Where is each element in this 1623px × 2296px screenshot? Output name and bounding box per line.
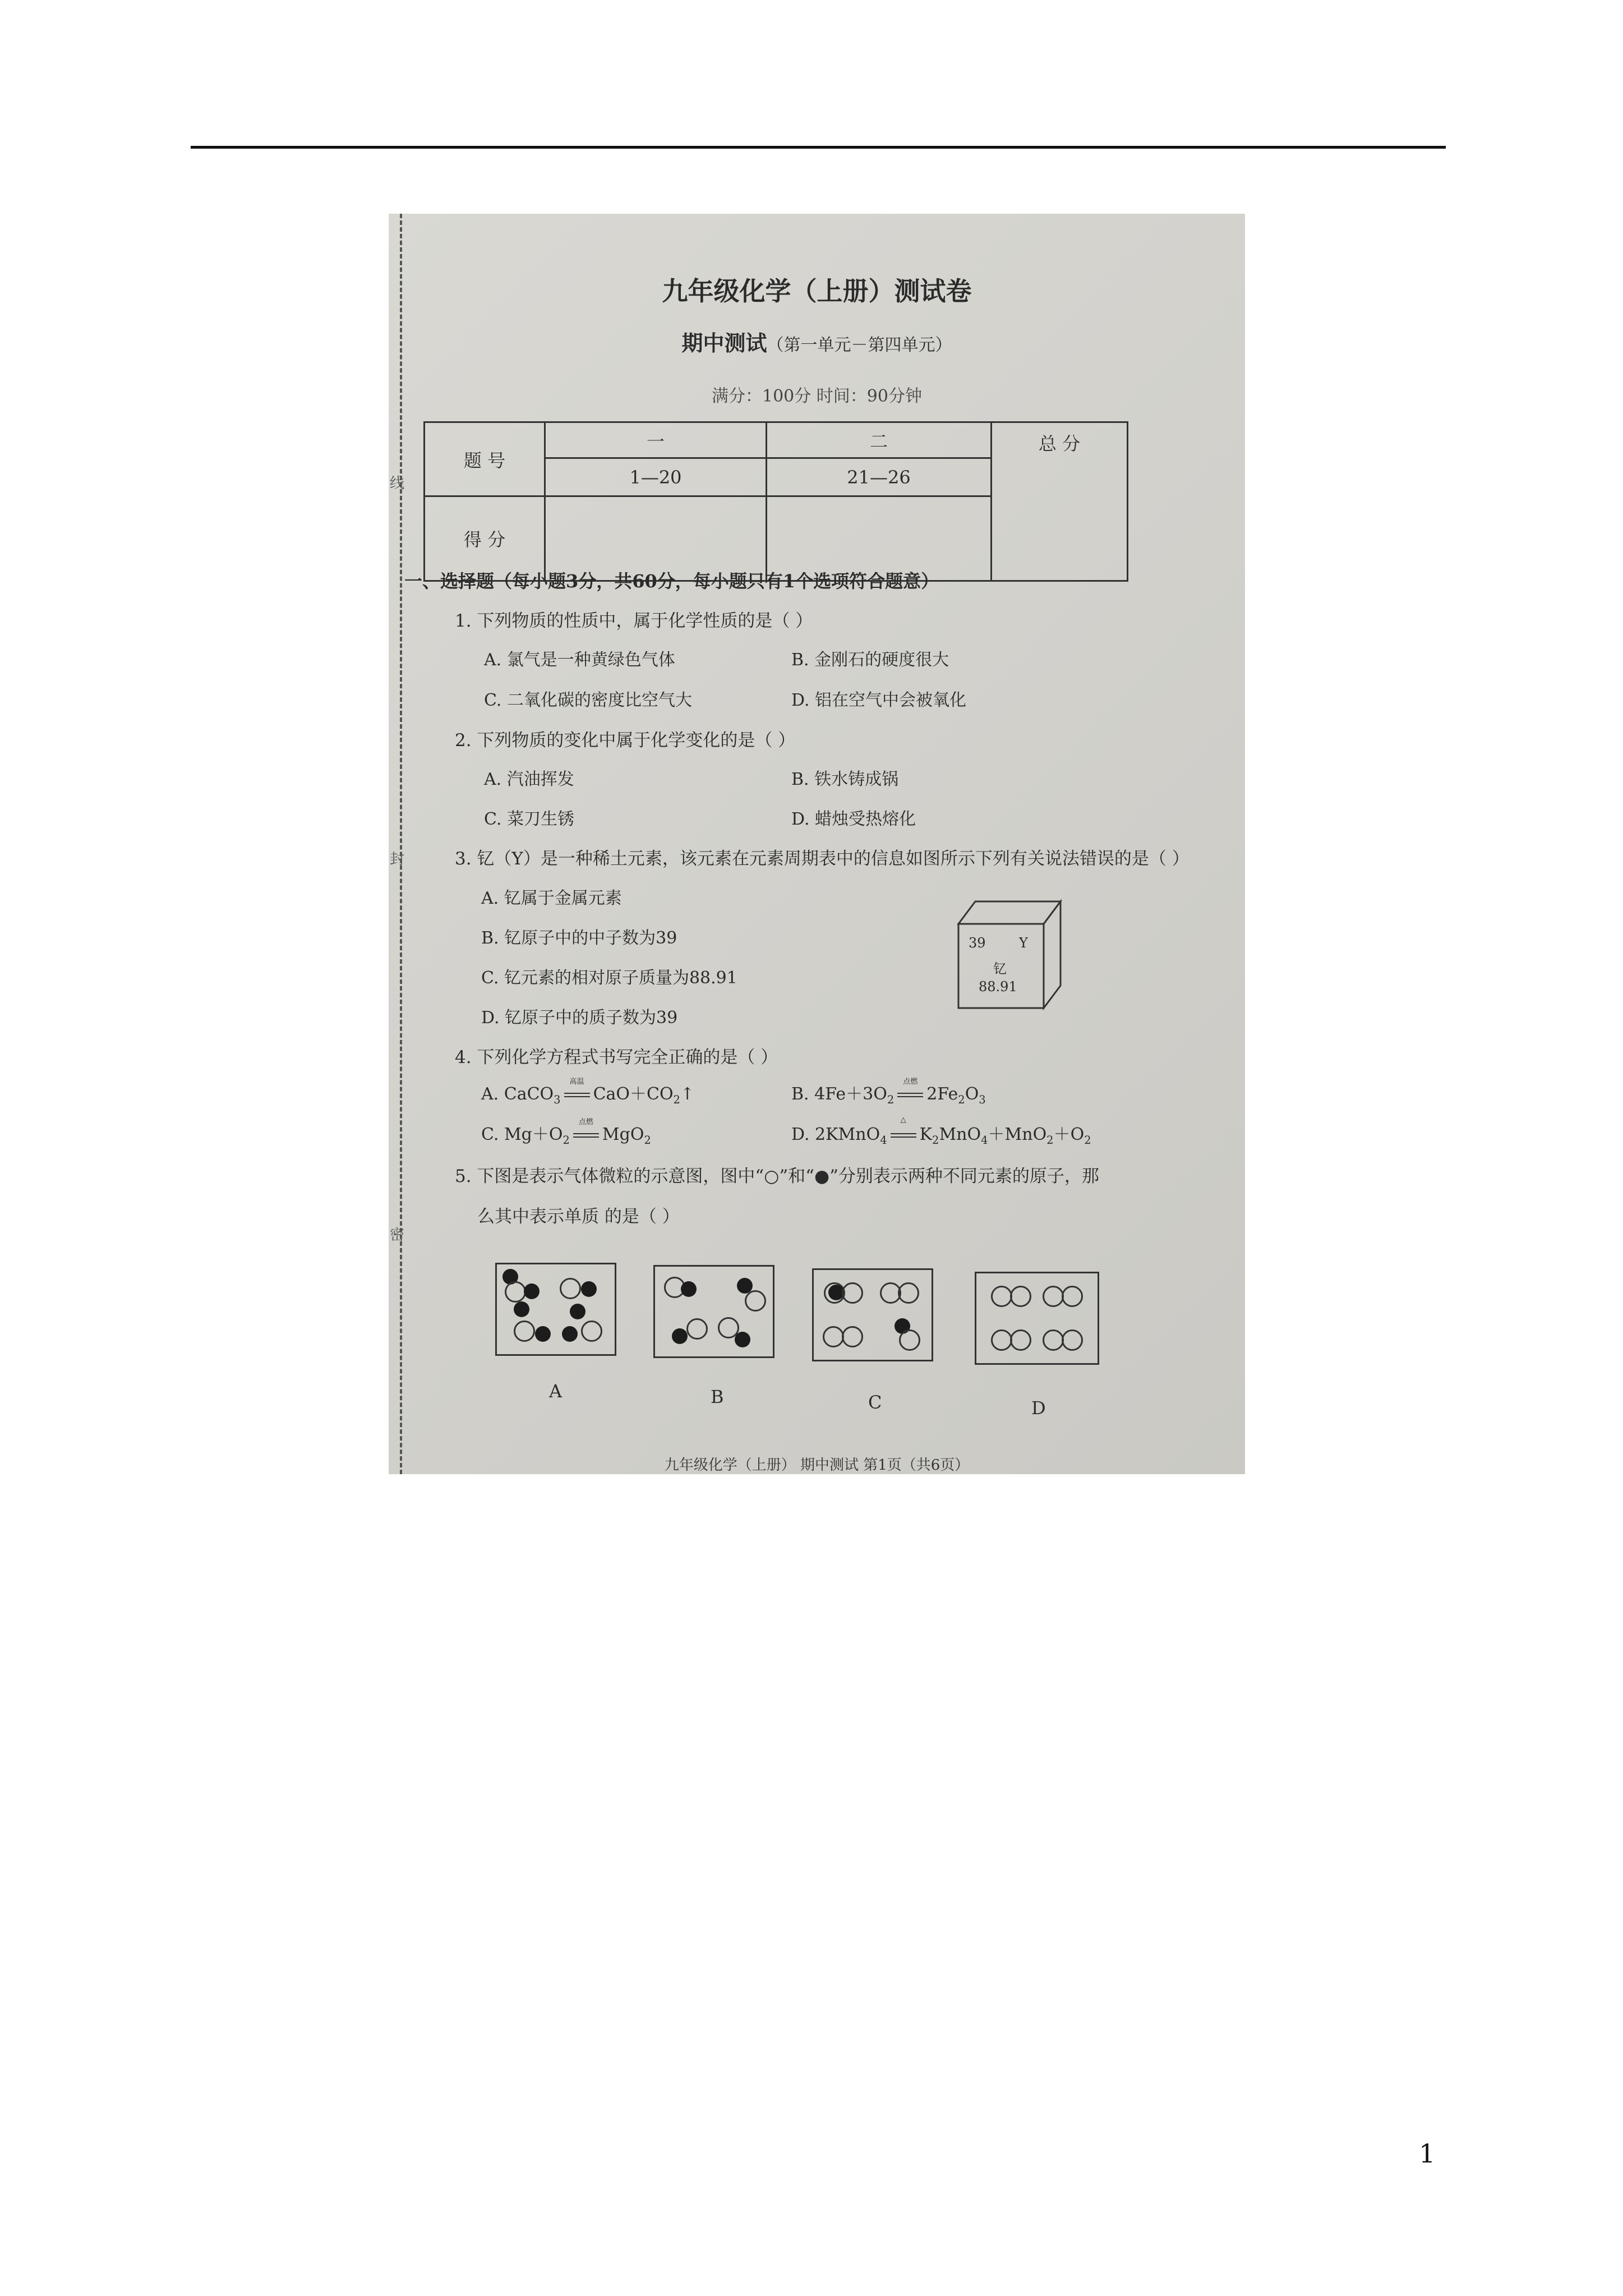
light-atom [991, 1329, 1012, 1351]
dark-atom [672, 1328, 688, 1344]
light-atom [745, 1290, 766, 1312]
exam-footer: 九年级化学（上册） 期中测试 第1页（共6页） [664, 1457, 970, 1474]
element-card [956, 898, 1063, 1013]
exam-photo [389, 214, 1245, 1474]
q2-option-c: C. 菜刀生锈 [484, 809, 574, 829]
section-heading: 一、选择题（每小题3分，共60分，每小题只有1个选项符合题意） [404, 570, 939, 592]
q4-option-a: A. CaCO$_3$ 高温 $CaO+CO_2↑$ [481, 1078, 695, 1106]
subtitle-main: 期中测试 [681, 330, 767, 356]
row-label-score: 得 分 [425, 496, 545, 581]
col1-header: 一 [545, 422, 767, 458]
binding-char: 封 [390, 851, 405, 868]
dark-atom [570, 1304, 585, 1319]
dark-atom [562, 1326, 578, 1342]
col2-range: 21—26 [767, 458, 992, 496]
light-atom [581, 1320, 602, 1342]
light-atom [823, 1326, 844, 1347]
exam-title: 九年级化学（上册）测试卷 [662, 276, 972, 306]
particle-box-d [975, 1272, 1099, 1365]
q3-option-d: D. 钇原子中的质子数为39 [481, 1008, 678, 1028]
light-atom [514, 1320, 535, 1342]
question-5-line2: 么其中表示单质 的是（ ） [477, 1207, 680, 1227]
exam-meta: 满分：100分 时间：90分钟 [712, 386, 922, 406]
col1-range: 1—20 [545, 458, 767, 496]
light-atom [1062, 1286, 1083, 1307]
dark-atom [535, 1326, 551, 1342]
subtitle-range: （第一单元－第四单元） [767, 335, 952, 355]
question-1: 1. 下列物质的性质中，属于化学性质的是（ ） [455, 611, 813, 631]
q3-option-a: A. 钇属于金属元素 [481, 889, 622, 908]
light-atom [560, 1278, 581, 1299]
diagram-label-d: D [1031, 1397, 1046, 1419]
q4-option-d: D. 2KMnO$_4$ △ $K_2MnO_4+MnO_2+O_2$ [791, 1116, 1091, 1147]
q1-option-a: A. 氯气是一种黄绿色气体 [484, 650, 675, 670]
q4-option-b: B. $4Fe+3O_2$ 点燃 $2Fe_2O_3$ [791, 1078, 986, 1106]
light-atom [1010, 1286, 1031, 1307]
element-mass: 88.91 [979, 979, 1017, 995]
diagram-label-a: A [549, 1381, 562, 1402]
diagram-label-c: C [868, 1392, 882, 1413]
score-table [423, 421, 1128, 582]
dark-atom [524, 1283, 540, 1299]
light-atom [686, 1318, 708, 1340]
binding-char: 密 [390, 1227, 405, 1244]
element-name: 钇 [993, 961, 1007, 977]
q4-option-c: C. $Mg+O_2$ 点燃 MgO$_2$ [481, 1118, 651, 1147]
diagram-label-b: B [711, 1386, 724, 1407]
binding-char: 线 [390, 475, 405, 492]
page-number: 1 [1419, 2138, 1436, 2169]
col2-header: 二 [767, 422, 992, 458]
q1-option-c: C. 二氧化碳的密度比空气大 [484, 691, 692, 710]
light-atom [899, 1329, 920, 1351]
question-2: 2. 下列物质的变化中属于化学变化的是（ ） [455, 730, 796, 751]
top-rule [191, 146, 1446, 149]
dark-atom [681, 1281, 697, 1297]
particle-box-b [653, 1265, 774, 1358]
dark-atom [735, 1332, 750, 1347]
q1-option-d: D. 铝在空气中会被氧化 [791, 691, 967, 710]
exam-subtitle [389, 326, 1245, 357]
question-5-line1: 5. 下图是表示气体微粒的示意图，图中“○”和“●”分别表示两种不同元素的原子，那 [455, 1166, 1099, 1186]
q2-option-a: A. 汽油挥发 [484, 770, 574, 789]
dark-atom [581, 1281, 597, 1297]
light-atom [842, 1326, 863, 1347]
light-atom [898, 1282, 919, 1304]
row-label-number: 题 号 [425, 422, 545, 496]
q1-option-b: B. 金刚石的硬度很大 [791, 650, 949, 670]
light-atom [1010, 1329, 1031, 1351]
particle-box-c [812, 1268, 933, 1361]
light-atom [505, 1281, 526, 1303]
q2-option-d: D. 蜡烛受热熔化 [791, 809, 916, 829]
total-header: 总 分 [992, 422, 1128, 581]
q2-option-b: B. 铁水铸成锅 [791, 770, 899, 789]
light-atom [1043, 1329, 1064, 1351]
light-atom [991, 1286, 1012, 1307]
question-4: 4. 下列化学方程式书写完全正确的是（ ） [455, 1047, 778, 1068]
question-3: 3. 钇（Y）是一种稀土元素，该元素在元素周期表中的信息如图所示下列有关说法错误的是（ ） [455, 849, 1189, 869]
element-number: 39 [969, 935, 986, 951]
particle-box-a [495, 1263, 616, 1356]
light-atom [842, 1282, 863, 1304]
light-atom [1062, 1329, 1083, 1351]
q3-option-c: C. 钇元素的相对原子质量为88.91 [481, 968, 737, 988]
element-symbol: Y [1019, 935, 1028, 951]
dark-atom [514, 1301, 529, 1317]
q3-option-b: B. 钇原子中的中子数为39 [481, 928, 677, 948]
light-atom [1043, 1286, 1064, 1307]
